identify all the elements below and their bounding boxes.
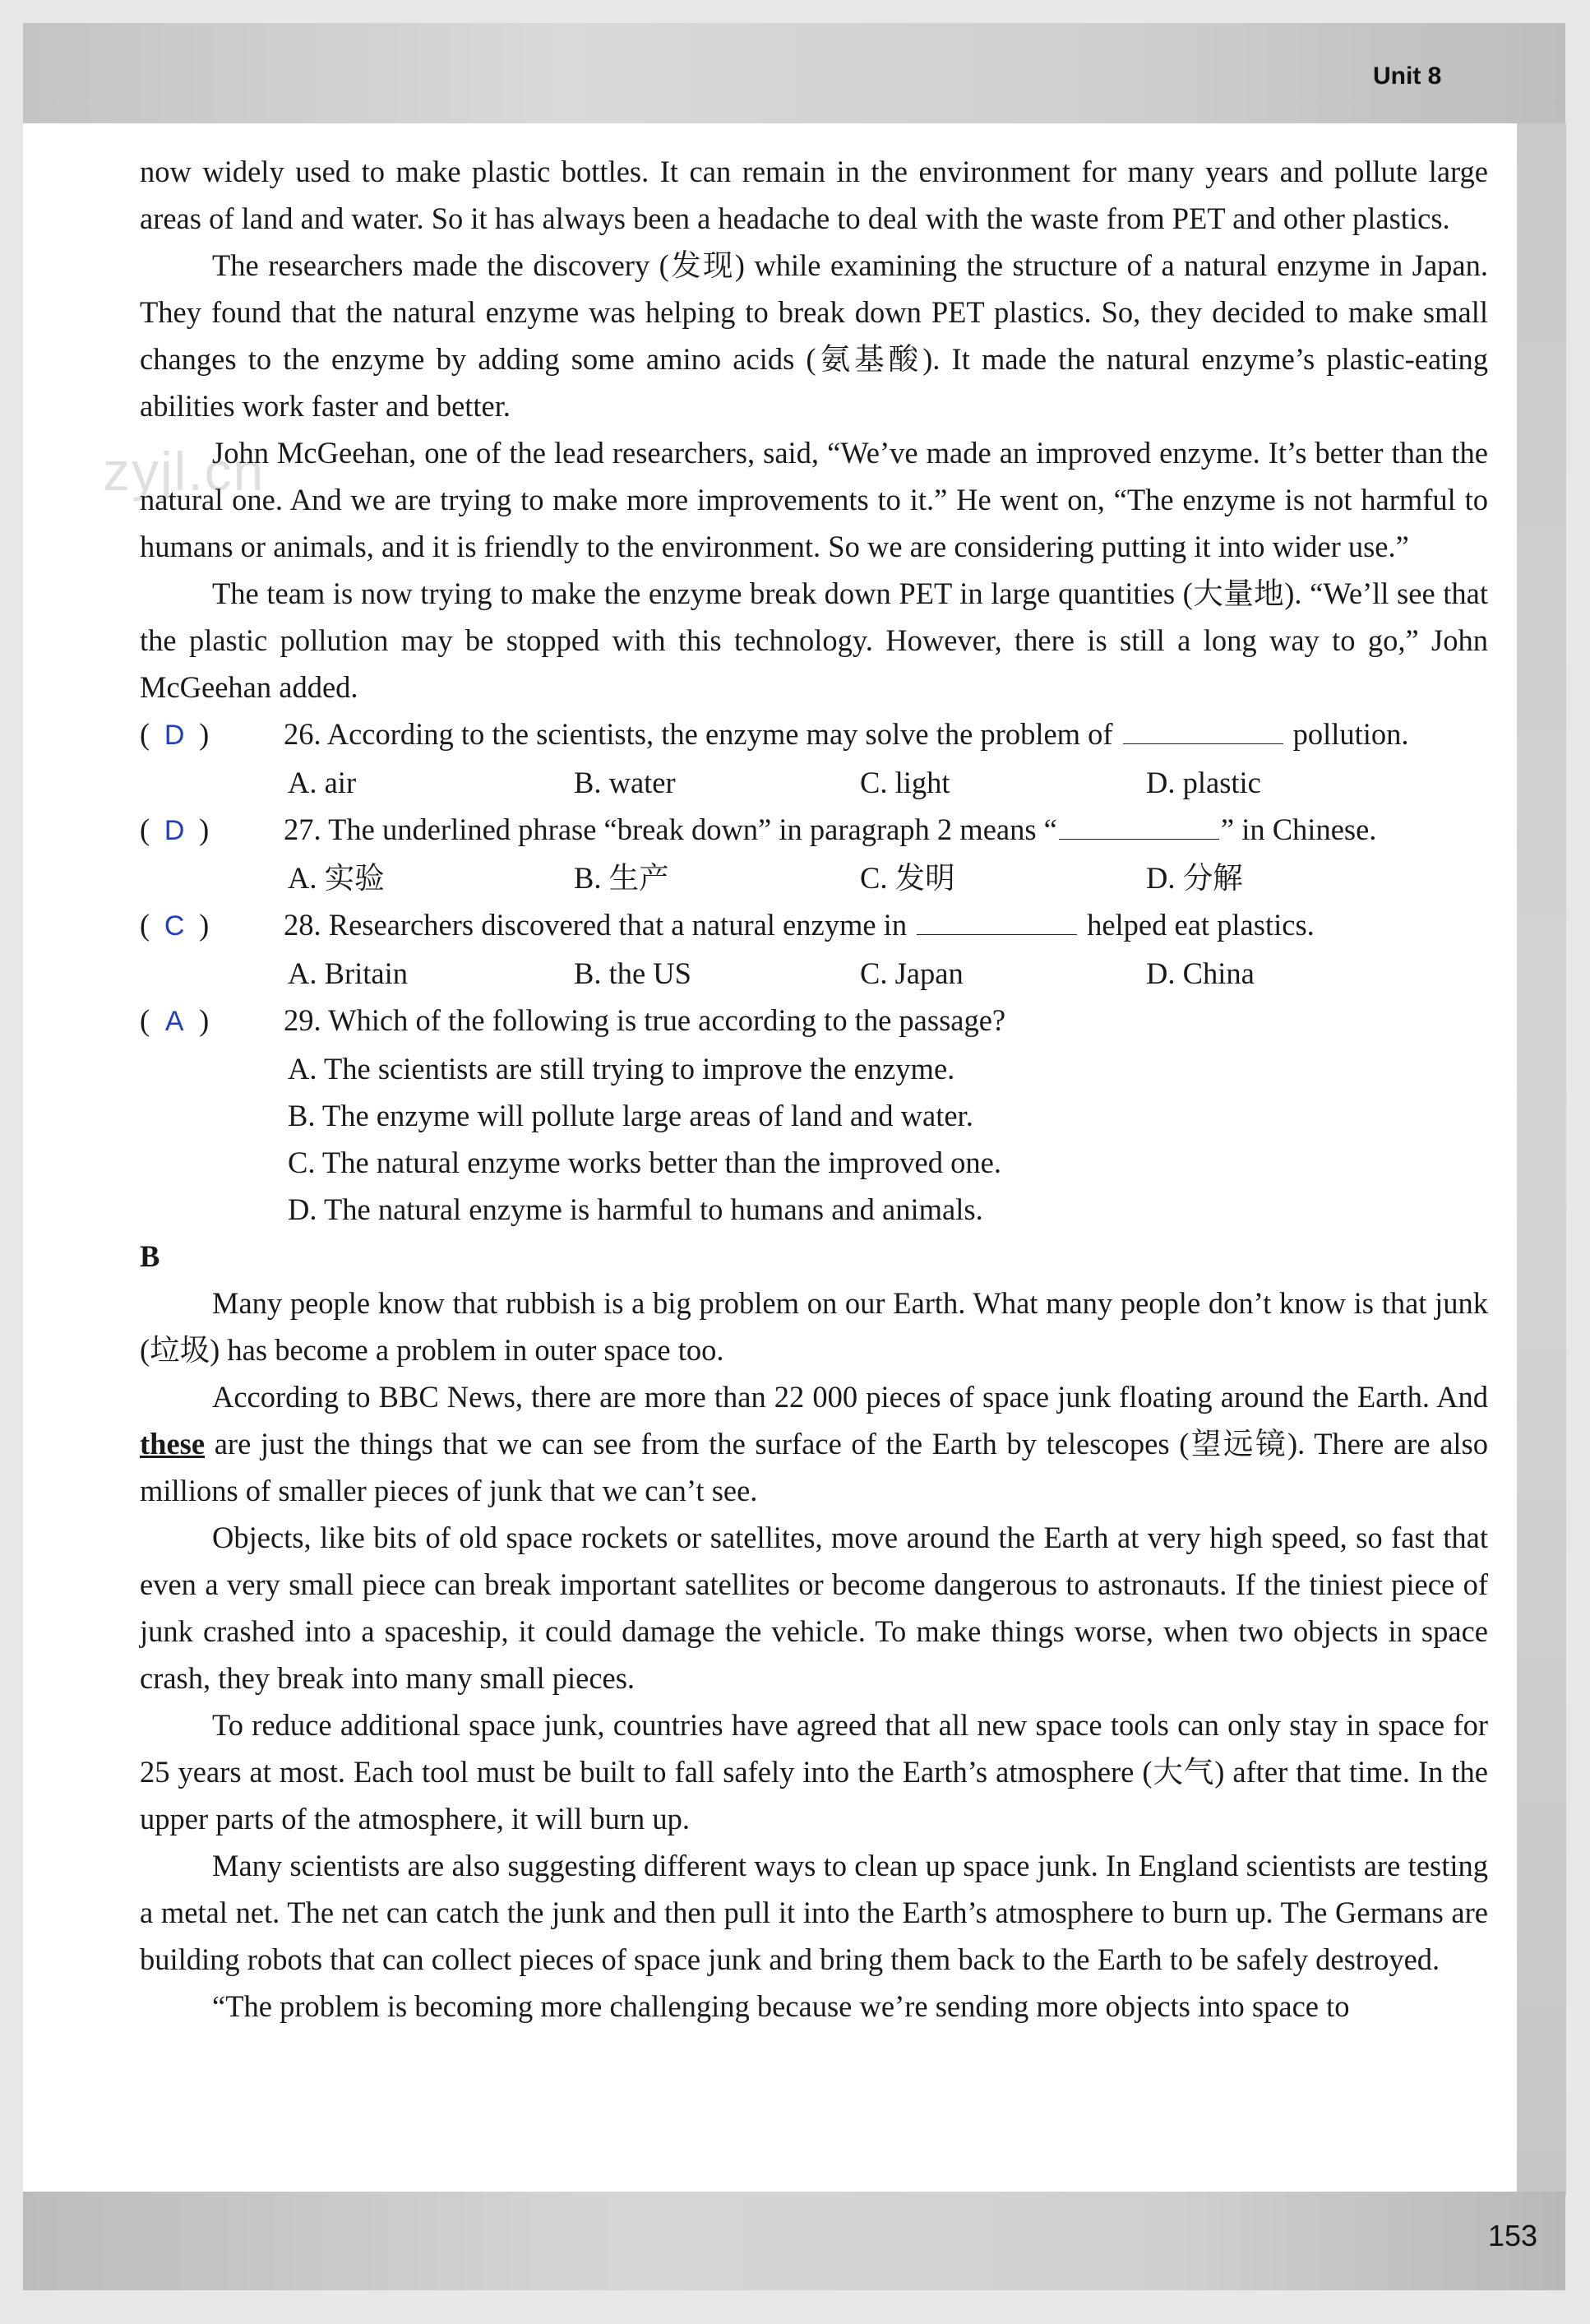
question-28-options [140,950,1488,997]
passage-a-paragraph: John McGeehan, one of the lead researchers, said, “We’ve made an improved enzyme. It’s better than the natural one. And we are trying to make more improvements to it.” He went on, “The enzyme is not harmful to humans or animals, and it is friendly to the environment. So we are considering putting it into wider use.” [140,436,1488,563]
question-stem-end: pollution. [1292,717,1409,751]
question-stem-end: helped eat plastics. [1087,908,1315,942]
option: C. 发明 [860,861,955,895]
passage-b-paragraph: According to BBC News, there are more than 22 000 pieces of space junk floating around the Earth. And these are just the things that we can see from the surface of the Earth by telescopes (望远镜). There are also millions of smaller pieces of junk that we can’t see. [140,1380,1488,1507]
answer-bracket: ( D ) [140,711,284,759]
answer-29: A [164,1006,184,1037]
answer-27: D [164,815,185,846]
answer-blank [1123,719,1283,744]
option: D. The natural enzyme is harmful to humans and animals. [288,1192,983,1226]
page-number: 153 [1488,2219,1538,2252]
option: A. 实验 [288,861,385,895]
question-27-options [140,854,1488,901]
question-stem-end: ” in Chinese. [1220,812,1377,846]
option: A. The scientists are still trying to improve the enzyme. [288,1052,955,1086]
question-29-options [140,1045,1488,1233]
option: D. plastic [1146,766,1261,799]
page-content [140,148,1488,2030]
option: A. air [288,766,357,799]
answer-blank [917,910,1077,935]
answer-bracket: ( D ) [140,806,284,854]
option: C. light [860,766,950,799]
section-title-b: B [140,1239,160,1273]
passage-b-paragraph: Objects, like bits of old space rockets or satellites, move around the Earth at very high speed, so fast that even a very small piece can break important satellites or become dangerous to astronauts. If the tiniest piece of junk crashed into a spaceship, it could damage the vehicle. To make things worse, when two objects in space crash, they break into many small pieces. [140,1521,1488,1695]
question-29 [140,997,1488,1045]
passage-b-paragraph: Many people know that rubbish is a big problem on our Earth. What many people don’t know is that junk (垃圾) has become a problem in outer space too. [140,1286,1488,1367]
question-stem: 26. According to the scientists, the enzyme may solve the problem of [284,717,1113,751]
answer-blank [1059,814,1219,840]
option: B. 生产 [574,861,669,895]
passage-b-paragraph: “The problem is becoming more challenging because we’re sending more objects into space to [212,1989,1350,2023]
passage-a-paragraph: The researchers made the discovery (发现) while examining the structure of a natural enzyme in Japan. They found that the natural enzyme was helping to break down PET plastics. So, they decided to make small changes to the enzyme by adding some amino acids (氨基酸). It made the natural enzyme’s plastic-eating abilities work faster and better. [140,248,1488,423]
question-27 [140,806,1488,854]
watermark: zyjl.cn [103,441,266,502]
option: B. The enzyme will pollute large areas of land and water. [288,1099,973,1132]
question-26 [140,711,1488,759]
question-stem: 28. Researchers discovered that a natural enzyme in [284,908,908,942]
answer-bracket: ( C ) [140,901,284,950]
option: B. the US [574,956,691,990]
question-28 [140,901,1488,950]
top-scan-band [23,23,1565,130]
bottom-scan-band [23,2192,1565,2290]
answer-28: C [164,910,185,942]
passage-b-paragraph: Many scientists are also suggesting different ways to clean up space junk. In England scientists are testing a metal net. The net can catch the junk and then pull it into the Earth’s atmosphere to burn up. The Germans are building robots that can collect pieces of space junk and bring them back to the Earth to be safely destroyed. [140,1849,1488,1976]
option: D. 分解 [1146,861,1243,895]
unit-label: Unit 8 [1373,62,1442,90]
passage-a-paragraph: now widely used to make plastic bottles. It can remain in the environment for many years and pollute large areas of land and water. So it has always been a headache to deal with the waste from PET and other plastics. [140,155,1488,235]
question-stem: 29. Which of the following is true according to the passage? [284,1003,1006,1037]
right-scan-edge [1517,123,1566,2196]
answer-bracket: ( A ) [140,997,284,1045]
answer-26: D [164,720,185,751]
option: D. China [1146,956,1255,990]
passage-b-paragraph: To reduce additional space junk, countries have agreed that all new space tools can only stay in space for 25 years at most. Each tool must be built to fall safely into the Earth’s atmosphere (大气) after that time. In the upper parts of the atmosphere, it will burn up. [140,1708,1488,1836]
underlined-word: these [140,1427,206,1461]
question-stem: 27. The underlined phrase “break down” in paragraph 2 means “ [284,812,1057,846]
question-26-options [140,759,1488,806]
option: A. Britain [288,956,408,990]
option: C. The natural enzyme works better than the improved one. [288,1146,1001,1179]
option: C. Japan [860,956,964,990]
option: B. water [574,766,676,799]
passage-a-paragraph: The team is now trying to make the enzyme break down PET in large quantities (大量地). “We’ll see that the plastic pollution may be stopped with this technology. However, there is still a long way to go,” John McGeehan added. [140,576,1488,704]
